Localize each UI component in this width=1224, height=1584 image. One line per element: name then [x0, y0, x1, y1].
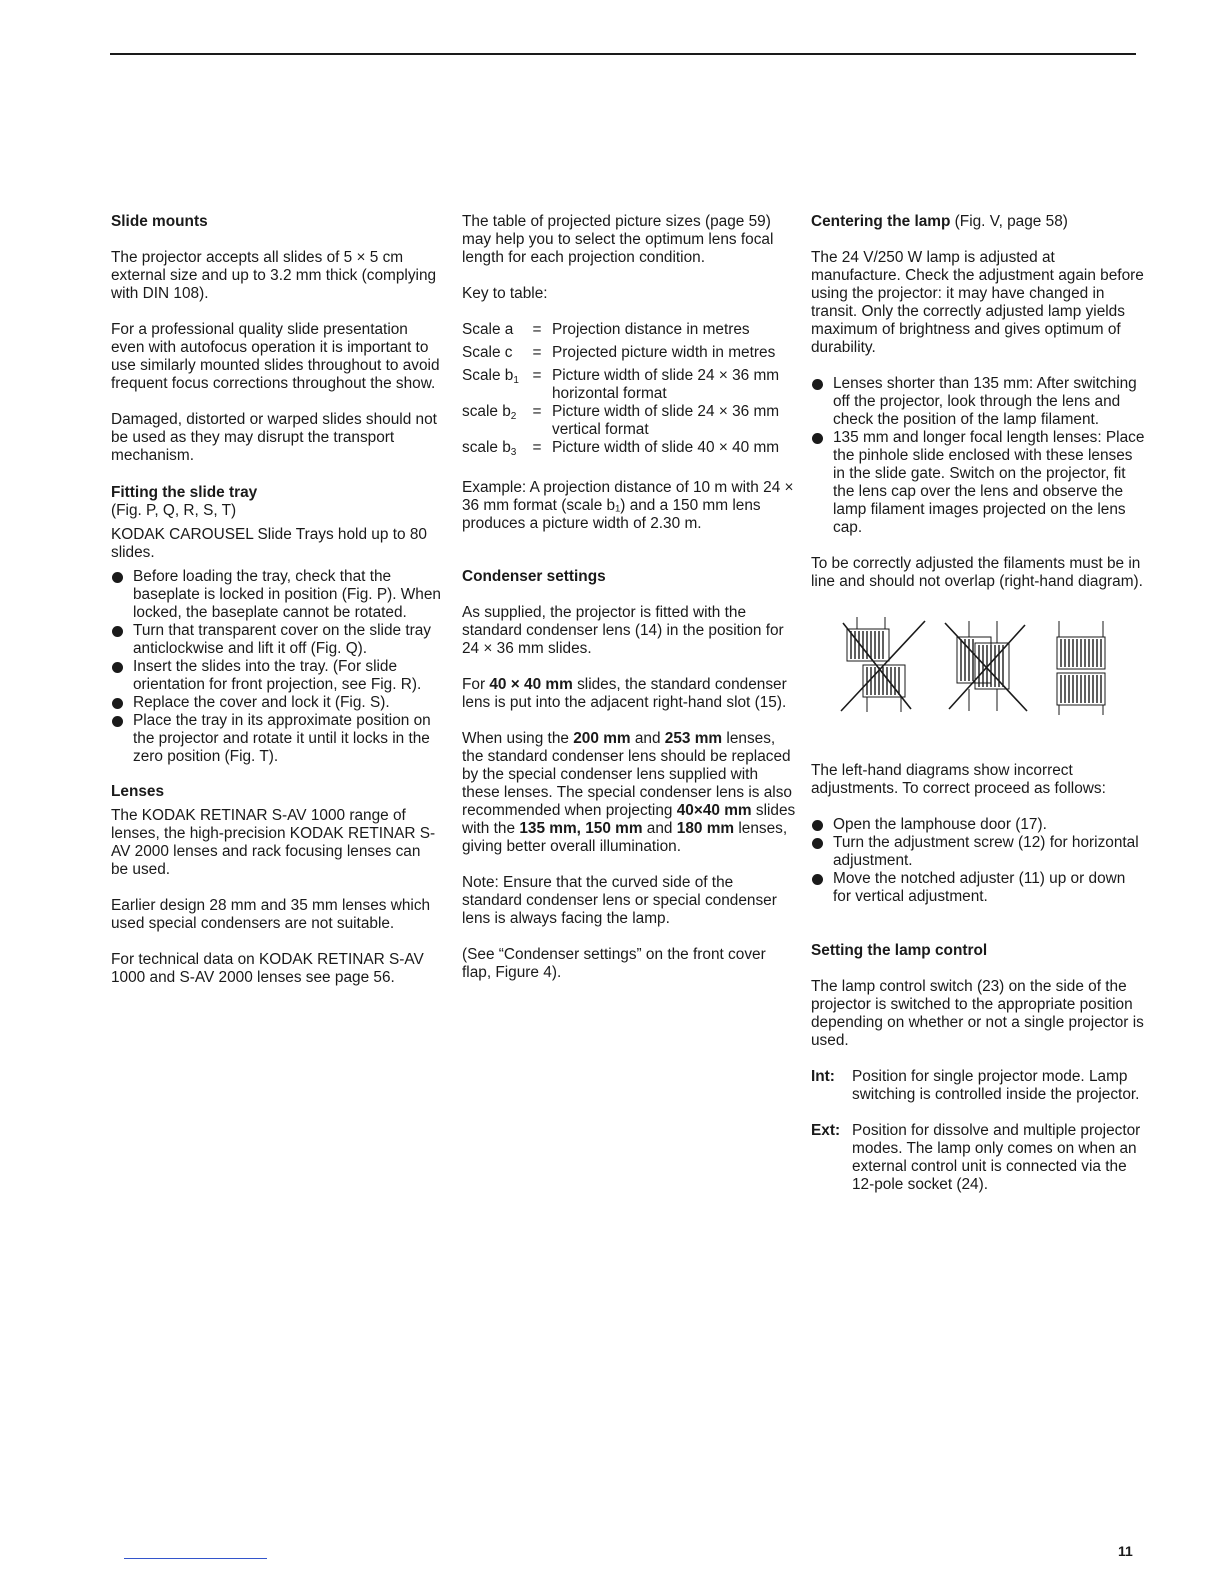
filament-diagram-incorrect-1 — [841, 617, 925, 712]
example-text: Example: A projection distance of 10 m with 24 × 36 mm format (scale b₁) and a 150 mm lens produces a picture width of 2.30 m. — [462, 479, 794, 532]
filament-diagram — [829, 617, 1109, 717]
centering-p1: The 24 V/250 W lamp is adjusted at manufacture. Check the adjustment again before using the projector: it may have changed in transit. Only the correctly adjusted lamp yields maximum of brightness and gives optimum of durability. — [811, 249, 1144, 356]
bottom-rule — [124, 1558, 267, 1559]
key-row: scale $b_3$ = Picture width of slide 40 × 40 mm — [462, 439, 797, 462]
page-number: 11 — [1118, 1543, 1133, 1559]
key-label: Scale c — [462, 344, 513, 361]
condenser-heading: Condenser settings — [462, 568, 606, 585]
fitting-ref: (Fig. P, Q, R, S, T) — [111, 502, 237, 519]
int-description: Position for single projector mode. Lamp switching is controlled inside the projector. — [852, 1068, 1140, 1103]
lenses-heading: Lenses — [111, 783, 165, 800]
lamp-control-heading: Setting the lamp control — [811, 942, 988, 959]
key-row: Scale a = Projection distance in metres — [462, 321, 797, 344]
key-text: Picture width of slide 24 × 36 mm horizontal format — [552, 367, 780, 402]
fitting-heading: Fitting the slide tray — [111, 484, 258, 501]
condenser-see: (See “Condenser settings” on the front cover flap, Figure 4). — [462, 946, 766, 981]
list-item: Move the notched adjuster (11) up or down for vertical adjustment. — [811, 870, 1146, 906]
filament-diagram-correct — [1057, 621, 1105, 715]
key-row: Scale c = Projected picture width in metres — [462, 344, 797, 367]
list-item: Before loading the tray, check that the baseplate is locked in position (Fig. P). When locked, the baseplate cannot be rotated. — [111, 568, 441, 622]
slide-mounts-p1: The projector accepts all slides of 5 × 5 cm external size and up to 3.2 mm thick (complying with DIN 108). — [111, 249, 437, 302]
filament-image — [975, 643, 1009, 689]
key-text: Projection distance in metres — [552, 321, 750, 338]
condenser-p1: As supplied, the projector is fitted with the standard condenser lens (14) in the position for 24 × 36 mm slides. — [462, 604, 784, 657]
key-label: Scale a — [462, 321, 514, 338]
centering-heading: Centering the lamp (Fig. V, page 58) — [811, 213, 1068, 230]
list-item: Replace the cover and lock it (Fig. S). — [111, 694, 441, 712]
list-item: Insert the slides into the tray. (For slide orientation for front projection, see Fig. R). — [111, 658, 441, 694]
key-row: Scale $b_1$ = Picture width of slide 24 × 36 mm horizontal format — [462, 367, 797, 403]
slide-mounts-p3: Damaged, distorted or warped slides should not be used as they may disrupt the transport mechanism. — [111, 411, 437, 464]
fitting-bullets — [111, 568, 441, 766]
centering-p3: The left-hand diagrams show incorrect adjustments. To correct proceed as follows: — [811, 762, 1106, 797]
list-item: Open the lamphouse door (17). — [811, 816, 1146, 834]
list-item: Place the tray in its approximate position on the projector and rotate it until it locks in the zero position (Fig. T). — [111, 712, 441, 766]
centering-p2: To be correctly adjusted the filaments must be in line and should not overlap (right-hand diagram). — [811, 555, 1143, 590]
key-label: scale b — [462, 403, 511, 420]
slide-mounts-heading: Slide mounts — [111, 213, 208, 230]
key-text: Picture width of slide 40 × 40 mm — [552, 439, 780, 456]
top-rule — [110, 53, 1136, 55]
condenser-p3: When using the 200 mm and 253 mm lenses, the standard condenser lens should be replaced by the special condenser lens supplied with these lenses. The special condenser lens is also recommended when projecting 40×40 mm slides with the 135 mm, 150 mm and 180 mm lenses, giving better overall illumination. — [462, 730, 796, 855]
int-definition — [811, 1068, 1146, 1104]
int-term: Int: — [811, 1068, 835, 1085]
fitting-intro: KODAK CAROUSEL Slide Trays hold up to 80 slides. — [111, 526, 427, 561]
table-intro: The table of projected picture sizes (page 59) may help you to select the optimum lens focal length for each projection condition. — [462, 213, 774, 266]
lenses-p3: For technical data on KODAK RETINAR S-AV 1000 and S-AV 2000 lenses see page 56. — [111, 951, 424, 986]
key-table — [462, 321, 797, 462]
key-row: scale $b_2$ = Picture width of slide 24 × 36 mm vertical format — [462, 403, 797, 439]
key-label: Scale b — [462, 367, 514, 384]
ext-term: Ext: — [811, 1122, 841, 1139]
column-right — [811, 213, 1146, 1194]
ext-description: Position for dissolve and multiple projector modes. The lamp only comes on when an external control unit is connected via the 12-pole socket (24). — [852, 1122, 1141, 1193]
filament-diagram-incorrect-2 — [945, 621, 1027, 711]
key-text: Picture width of slide 24 × 36 mm vertical format — [552, 403, 780, 438]
list-item: Lenses shorter than 135 mm: After switching off the projector, look through the lens and check the position of the lamp filament. — [811, 375, 1146, 429]
column-middle — [462, 213, 797, 982]
key-heading: Key to table: — [462, 285, 548, 302]
key-label: scale b — [462, 439, 511, 456]
ext-definition — [811, 1122, 1146, 1194]
list-item: 135 mm and longer focal length lenses: Place the pinhole slide enclosed with these lenses in the slide gate. Switch on the projector, fit the lens cap over the lens and observe the lamp filament images projected on the lens cap. — [811, 429, 1146, 537]
list-item: Turn that transparent cover on the slide tray anticlockwise and lift it off (Fig. Q). — [111, 622, 441, 658]
key-text: Projected picture width in metres — [552, 344, 776, 361]
correction-bullets — [811, 816, 1146, 906]
filament-image — [957, 637, 991, 683]
condenser-note: Note: Ensure that the curved side of the standard condenser lens or special condenser lens is always facing the lamp. — [462, 874, 777, 927]
lenses-p1: The KODAK RETINAR S-AV 1000 range of lenses, the high-precision KODAK RETINAR S-AV 2000 lenses and rack focusing lenses can be used. — [111, 807, 436, 878]
list-item: Turn the adjustment screw (12) for horizontal adjustment. — [811, 834, 1146, 870]
lenses-p2: Earlier design 28 mm and 35 mm lenses which used special condensers are not suitable. — [111, 897, 431, 932]
slide-mounts-p2: For a professional quality slide presentation even with autofocus operation it is important to use similarly mounted slides throughout to avoid frequent focus corrections throughout the show. — [111, 321, 440, 392]
centering-bullets — [811, 375, 1146, 537]
condenser-p2: For 40 × 40 mm slides, the standard condenser lens is put into the adjacent right-hand slot (15). — [462, 676, 787, 711]
column-left — [111, 213, 441, 987]
lamp-control-p1: The lamp control switch (23) on the side of the projector is switched to the appropriate position depending on whether or not a single projector is used. — [811, 978, 1144, 1049]
